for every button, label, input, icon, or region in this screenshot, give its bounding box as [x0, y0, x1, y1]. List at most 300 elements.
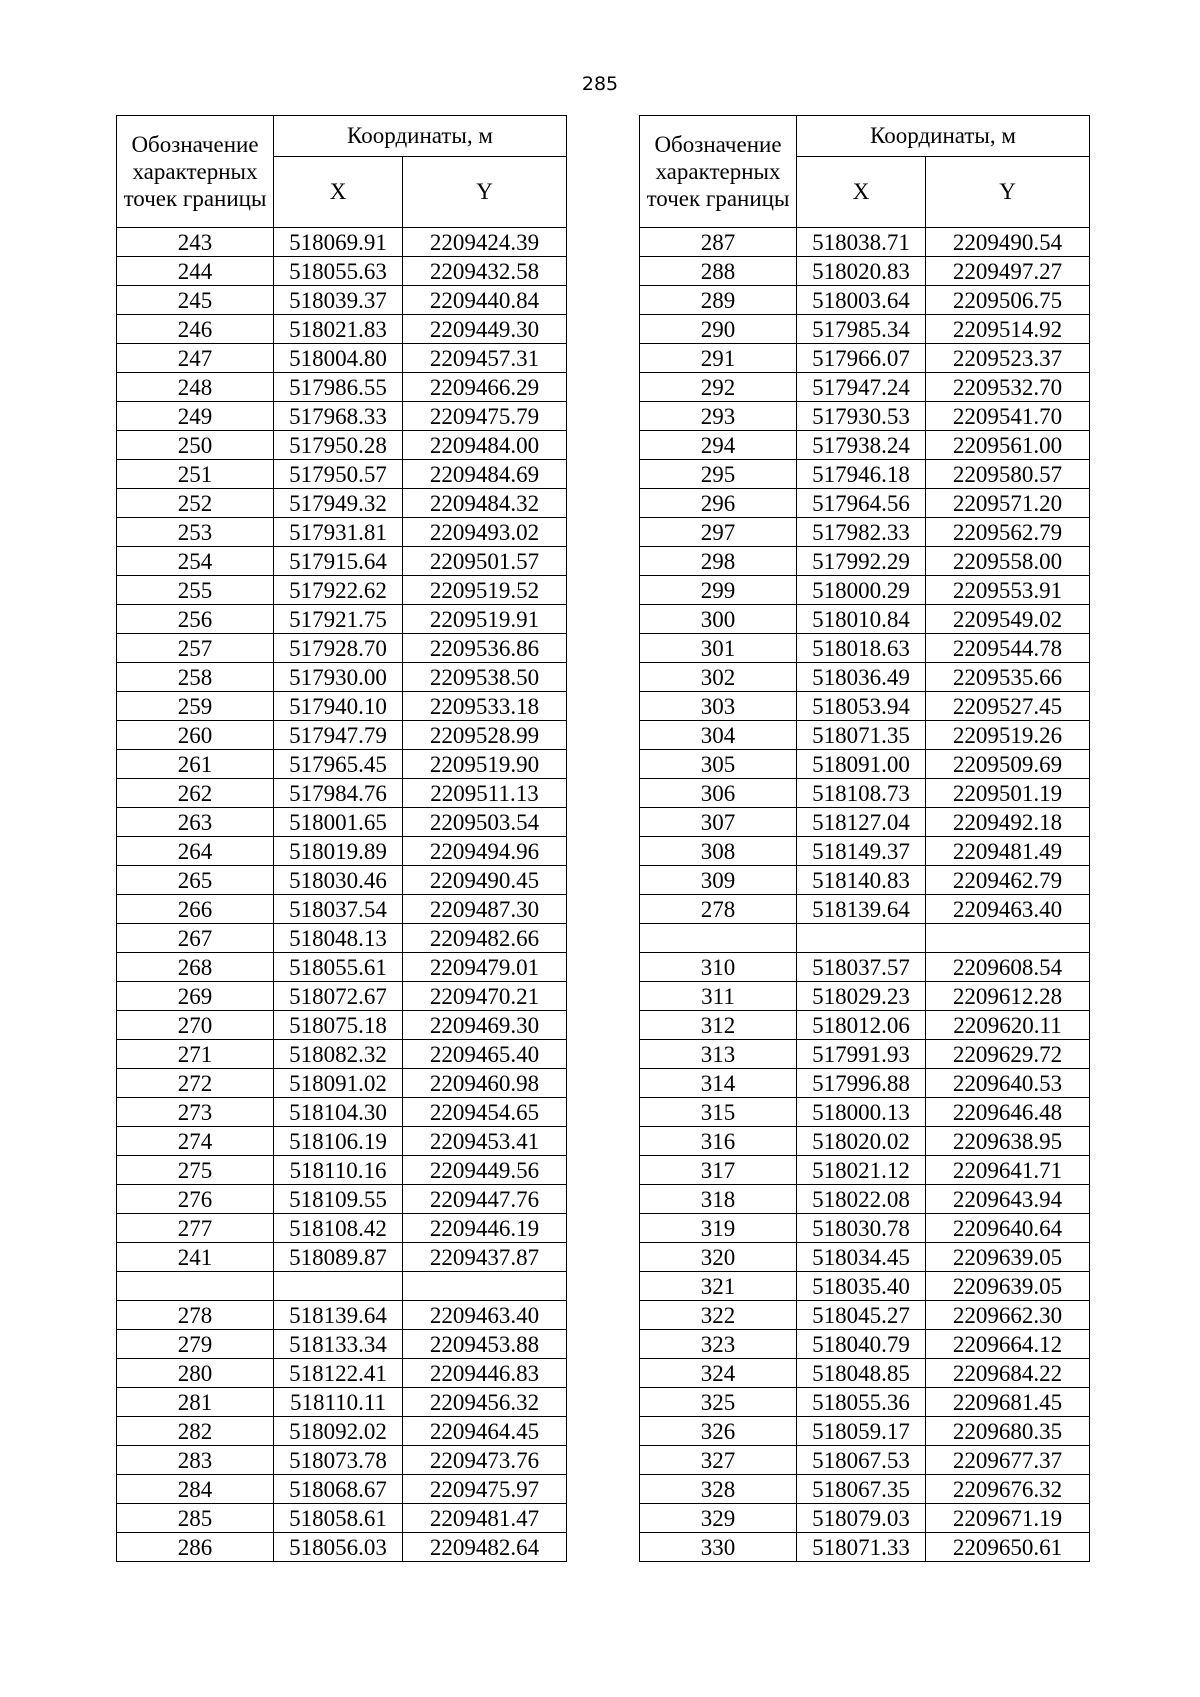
point-number-cell: 277 [117, 1214, 274, 1243]
y-coordinate-cell: 2209676.32 [926, 1475, 1090, 1504]
y-coordinate-cell: 2209484.00 [403, 431, 567, 460]
x-coordinate-cell: 518038.71 [797, 228, 926, 257]
y-coordinate-cell: 2209680.35 [926, 1417, 1090, 1446]
x-coordinate-cell: 518010.84 [797, 605, 926, 634]
point-number-cell: 292 [640, 373, 797, 402]
point-number-cell: 315 [640, 1098, 797, 1127]
header-y: Y [403, 157, 567, 228]
table-row [117, 1301, 567, 1330]
table-row [117, 1156, 567, 1185]
point-number-cell: 285 [117, 1504, 274, 1533]
y-coordinate-cell [926, 924, 1090, 953]
x-coordinate-cell: 518003.64 [797, 286, 926, 315]
y-coordinate-cell: 2209538.50 [403, 663, 567, 692]
y-coordinate-cell: 2209640.64 [926, 1214, 1090, 1243]
y-coordinate-cell: 2209493.02 [403, 518, 567, 547]
point-number-cell: 282 [117, 1417, 274, 1446]
point-number-cell: 249 [117, 402, 274, 431]
x-coordinate-cell: 518055.36 [797, 1388, 926, 1417]
table-row [640, 1475, 1090, 1504]
y-coordinate-cell: 2209511.13 [403, 779, 567, 808]
point-number-cell: 319 [640, 1214, 797, 1243]
point-number-cell: 287 [640, 228, 797, 257]
y-coordinate-cell: 2209553.91 [926, 576, 1090, 605]
x-coordinate-cell: 517991.93 [797, 1040, 926, 1069]
table-row [117, 1040, 567, 1069]
y-coordinate-cell: 2209523.37 [926, 344, 1090, 373]
x-coordinate-cell: 518056.03 [274, 1533, 403, 1562]
table-row [640, 489, 1090, 518]
x-coordinate-cell: 518021.12 [797, 1156, 926, 1185]
point-number-cell: 327 [640, 1446, 797, 1475]
point-number-cell: 313 [640, 1040, 797, 1069]
header-x: X [797, 157, 926, 228]
point-number-cell: 250 [117, 431, 274, 460]
table-row [640, 1330, 1090, 1359]
point-number-cell: 264 [117, 837, 274, 866]
x-coordinate-cell: 517982.33 [797, 518, 926, 547]
y-coordinate-cell: 2209501.19 [926, 779, 1090, 808]
table-row [117, 1011, 567, 1040]
table-row [640, 1069, 1090, 1098]
point-number-cell: 297 [640, 518, 797, 547]
x-coordinate-cell: 518037.54 [274, 895, 403, 924]
point-number-cell: 241 [117, 1243, 274, 1272]
y-coordinate-cell: 2209454.65 [403, 1098, 567, 1127]
y-coordinate-cell: 2209562.79 [926, 518, 1090, 547]
x-coordinate-cell: 517965.45 [274, 750, 403, 779]
table-row [117, 605, 567, 634]
table-row [117, 1127, 567, 1156]
table-row [640, 257, 1090, 286]
point-number-cell: 310 [640, 953, 797, 982]
point-number-cell: 276 [117, 1185, 274, 1214]
x-coordinate-cell: 517966.07 [797, 344, 926, 373]
x-coordinate-cell: 517968.33 [274, 402, 403, 431]
point-number-cell: 323 [640, 1330, 797, 1359]
point-number-cell [117, 1272, 274, 1301]
x-coordinate-cell: 518045.27 [797, 1301, 926, 1330]
point-number-cell: 248 [117, 373, 274, 402]
coordinates-table-left [116, 115, 567, 1562]
table-row [640, 1417, 1090, 1446]
y-coordinate-cell: 2209671.19 [926, 1504, 1090, 1533]
y-coordinate-cell: 2209646.48 [926, 1098, 1090, 1127]
x-coordinate-cell: 518067.53 [797, 1446, 926, 1475]
x-coordinate-cell: 518140.83 [797, 866, 926, 895]
table-row [117, 576, 567, 605]
x-coordinate-cell [797, 924, 926, 953]
x-coordinate-cell: 517922.62 [274, 576, 403, 605]
point-number-cell [640, 924, 797, 953]
y-coordinate-cell: 2209446.83 [403, 1359, 567, 1388]
table-row [640, 1359, 1090, 1388]
table-row [640, 605, 1090, 634]
point-number-cell: 278 [117, 1301, 274, 1330]
y-coordinate-cell: 2209466.29 [403, 373, 567, 402]
table-row [640, 1040, 1090, 1069]
table-row [117, 1446, 567, 1475]
x-coordinate-cell: 517950.57 [274, 460, 403, 489]
y-coordinate-cell: 2209561.00 [926, 431, 1090, 460]
y-coordinate-cell: 2209424.39 [403, 228, 567, 257]
table-row [640, 1098, 1090, 1127]
point-number-cell: 314 [640, 1069, 797, 1098]
y-coordinate-cell: 2209549.02 [926, 605, 1090, 634]
x-coordinate-cell [274, 1272, 403, 1301]
x-coordinate-cell: 518071.35 [797, 721, 926, 750]
y-coordinate-cell: 2209650.61 [926, 1533, 1090, 1562]
x-coordinate-cell: 518001.65 [274, 808, 403, 837]
table-row [640, 808, 1090, 837]
table-row [117, 1330, 567, 1359]
y-coordinate-cell: 2209482.64 [403, 1533, 567, 1562]
table-row [640, 895, 1090, 924]
x-coordinate-cell: 518108.73 [797, 779, 926, 808]
table-row [117, 1185, 567, 1214]
x-coordinate-cell: 518040.79 [797, 1330, 926, 1359]
table-row [640, 953, 1090, 982]
x-coordinate-cell: 518037.57 [797, 953, 926, 982]
point-number-cell: 256 [117, 605, 274, 634]
x-coordinate-cell: 518122.41 [274, 1359, 403, 1388]
point-number-cell: 291 [640, 344, 797, 373]
point-number-cell: 257 [117, 634, 274, 663]
point-number-cell: 260 [117, 721, 274, 750]
y-coordinate-cell: 2209482.66 [403, 924, 567, 953]
page-number: 285 [581, 73, 619, 95]
table-row [640, 373, 1090, 402]
x-coordinate-cell: 518109.55 [274, 1185, 403, 1214]
table-row [117, 779, 567, 808]
x-coordinate-cell: 518139.64 [797, 895, 926, 924]
table-row [117, 1504, 567, 1533]
x-coordinate-cell: 517964.56 [797, 489, 926, 518]
table-row [640, 1214, 1090, 1243]
y-coordinate-cell: 2209464.45 [403, 1417, 567, 1446]
y-coordinate-cell: 2209639.05 [926, 1272, 1090, 1301]
y-coordinate-cell: 2209608.54 [926, 953, 1090, 982]
table-row [640, 431, 1090, 460]
x-coordinate-cell: 518021.83 [274, 315, 403, 344]
y-coordinate-cell: 2209463.40 [926, 895, 1090, 924]
x-coordinate-cell: 518110.16 [274, 1156, 403, 1185]
x-coordinate-cell: 518127.04 [797, 808, 926, 837]
y-coordinate-cell: 2209494.96 [403, 837, 567, 866]
y-coordinate-cell: 2209509.69 [926, 750, 1090, 779]
table-row [640, 1127, 1090, 1156]
y-coordinate-cell: 2209684.22 [926, 1359, 1090, 1388]
table-row [117, 837, 567, 866]
x-coordinate-cell: 518139.64 [274, 1301, 403, 1330]
table-row [640, 1388, 1090, 1417]
table-row [640, 924, 1090, 953]
y-coordinate-cell: 2209437.87 [403, 1243, 567, 1272]
x-coordinate-cell: 517931.81 [274, 518, 403, 547]
point-number-cell: 305 [640, 750, 797, 779]
table-body-right [640, 228, 1090, 1562]
y-coordinate-cell: 2209501.57 [403, 547, 567, 576]
x-coordinate-cell: 518048.85 [797, 1359, 926, 1388]
x-coordinate-cell: 518133.34 [274, 1330, 403, 1359]
x-coordinate-cell: 517938.24 [797, 431, 926, 460]
x-coordinate-cell: 518055.61 [274, 953, 403, 982]
y-coordinate-cell: 2209484.32 [403, 489, 567, 518]
table-row [640, 315, 1090, 344]
y-coordinate-cell: 2209481.49 [926, 837, 1090, 866]
point-number-cell: 304 [640, 721, 797, 750]
table-row [640, 547, 1090, 576]
point-number-cell: 270 [117, 1011, 274, 1040]
table-row [117, 257, 567, 286]
point-number-cell: 259 [117, 692, 274, 721]
point-number-cell: 303 [640, 692, 797, 721]
point-number-cell: 306 [640, 779, 797, 808]
point-number-cell: 298 [640, 547, 797, 576]
x-coordinate-cell: 518019.89 [274, 837, 403, 866]
point-number-cell: 268 [117, 953, 274, 982]
point-number-cell: 273 [117, 1098, 274, 1127]
point-number-cell: 258 [117, 663, 274, 692]
table-row [117, 808, 567, 837]
table-row [117, 1214, 567, 1243]
y-coordinate-cell: 2209662.30 [926, 1301, 1090, 1330]
x-coordinate-cell: 517946.18 [797, 460, 926, 489]
point-number-cell: 307 [640, 808, 797, 837]
table-row [117, 431, 567, 460]
point-number-cell: 247 [117, 344, 274, 373]
x-coordinate-cell: 517986.55 [274, 373, 403, 402]
x-coordinate-cell: 518068.67 [274, 1475, 403, 1504]
y-coordinate-cell: 2209456.32 [403, 1388, 567, 1417]
point-number-cell: 280 [117, 1359, 274, 1388]
point-number-cell: 309 [640, 866, 797, 895]
point-number-cell: 318 [640, 1185, 797, 1214]
x-coordinate-cell: 518053.94 [797, 692, 926, 721]
x-coordinate-cell: 517984.76 [274, 779, 403, 808]
y-coordinate-cell: 2209440.84 [403, 286, 567, 315]
table-row [117, 750, 567, 779]
y-coordinate-cell: 2209519.90 [403, 750, 567, 779]
point-number-cell: 252 [117, 489, 274, 518]
x-coordinate-cell: 517996.88 [797, 1069, 926, 1098]
y-coordinate-cell: 2209643.94 [926, 1185, 1090, 1214]
y-coordinate-cell: 2209490.54 [926, 228, 1090, 257]
y-coordinate-cell: 2209453.41 [403, 1127, 567, 1156]
x-coordinate-cell: 517915.64 [274, 547, 403, 576]
point-number-cell: 251 [117, 460, 274, 489]
table-row [640, 1156, 1090, 1185]
table-row [640, 634, 1090, 663]
x-coordinate-cell: 518108.42 [274, 1214, 403, 1243]
table-row [640, 1243, 1090, 1272]
x-coordinate-cell: 518079.03 [797, 1504, 926, 1533]
point-number-cell: 253 [117, 518, 274, 547]
point-number-cell: 243 [117, 228, 274, 257]
x-coordinate-cell: 518058.61 [274, 1504, 403, 1533]
x-coordinate-cell: 518000.29 [797, 576, 926, 605]
point-number-cell: 246 [117, 315, 274, 344]
table-row [640, 576, 1090, 605]
x-coordinate-cell: 517928.70 [274, 634, 403, 663]
y-coordinate-cell: 2209432.58 [403, 257, 567, 286]
x-coordinate-cell: 517950.28 [274, 431, 403, 460]
point-number-cell: 286 [117, 1533, 274, 1562]
table-row [640, 402, 1090, 431]
x-coordinate-cell: 517930.00 [274, 663, 403, 692]
x-coordinate-cell: 518000.13 [797, 1098, 926, 1127]
x-coordinate-cell: 518075.18 [274, 1011, 403, 1040]
table-row [117, 924, 567, 953]
point-number-cell: 299 [640, 576, 797, 605]
point-number-cell: 311 [640, 982, 797, 1011]
point-number-cell: 295 [640, 460, 797, 489]
y-coordinate-cell: 2209519.52 [403, 576, 567, 605]
table-row [117, 953, 567, 982]
point-number-cell: 296 [640, 489, 797, 518]
y-coordinate-cell: 2209475.79 [403, 402, 567, 431]
table-row [117, 228, 567, 257]
x-coordinate-cell: 518035.40 [797, 1272, 926, 1301]
table-row [640, 1446, 1090, 1475]
point-number-cell: 262 [117, 779, 274, 808]
x-coordinate-cell: 517940.10 [274, 692, 403, 721]
table-row [117, 1243, 567, 1272]
y-coordinate-cell: 2209528.99 [403, 721, 567, 750]
point-number-cell: 272 [117, 1069, 274, 1098]
x-coordinate-cell: 518004.80 [274, 344, 403, 373]
point-number-cell: 312 [640, 1011, 797, 1040]
y-coordinate-cell: 2209481.47 [403, 1504, 567, 1533]
point-number-cell: 284 [117, 1475, 274, 1504]
header-y: Y [926, 157, 1090, 228]
coordinates-table-right [639, 115, 1090, 1562]
point-number-cell: 254 [117, 547, 274, 576]
y-coordinate-cell: 2209571.20 [926, 489, 1090, 518]
point-number-cell: 279 [117, 1330, 274, 1359]
x-coordinate-cell: 517949.32 [274, 489, 403, 518]
y-coordinate-cell: 2209497.27 [926, 257, 1090, 286]
y-coordinate-cell: 2209527.45 [926, 692, 1090, 721]
point-number-cell: 245 [117, 286, 274, 315]
table-row [640, 866, 1090, 895]
y-coordinate-cell: 2209487.30 [403, 895, 567, 924]
table-row [117, 1388, 567, 1417]
y-coordinate-cell: 2209492.18 [926, 808, 1090, 837]
point-number-cell: 244 [117, 257, 274, 286]
point-number-cell: 281 [117, 1388, 274, 1417]
table-row [117, 721, 567, 750]
table-row [117, 692, 567, 721]
x-coordinate-cell: 518036.49 [797, 663, 926, 692]
table-row [117, 982, 567, 1011]
y-coordinate-cell: 2209664.12 [926, 1330, 1090, 1359]
point-number-cell: 293 [640, 402, 797, 431]
y-coordinate-cell: 2209681.45 [926, 1388, 1090, 1417]
x-coordinate-cell: 518149.37 [797, 837, 926, 866]
table-row [117, 460, 567, 489]
x-coordinate-cell: 517992.29 [797, 547, 926, 576]
table-row [640, 344, 1090, 373]
x-coordinate-cell: 518020.02 [797, 1127, 926, 1156]
x-coordinate-cell: 517930.53 [797, 402, 926, 431]
header-point-designation: Обозначение характерных точек границы [117, 116, 274, 228]
point-number-cell: 326 [640, 1417, 797, 1446]
header-point-designation: Обозначение характерных точек границы [640, 116, 797, 228]
y-coordinate-cell: 2209503.54 [403, 808, 567, 837]
point-number-cell: 275 [117, 1156, 274, 1185]
x-coordinate-cell: 517947.79 [274, 721, 403, 750]
y-coordinate-cell: 2209490.45 [403, 866, 567, 895]
point-number-cell: 308 [640, 837, 797, 866]
x-coordinate-cell: 518091.00 [797, 750, 926, 779]
x-coordinate-cell: 518030.78 [797, 1214, 926, 1243]
table-row [640, 1011, 1090, 1040]
y-coordinate-cell: 2209506.75 [926, 286, 1090, 315]
point-number-cell: 271 [117, 1040, 274, 1069]
point-number-cell: 289 [640, 286, 797, 315]
table-row [117, 1533, 567, 1562]
y-coordinate-cell: 2209475.97 [403, 1475, 567, 1504]
y-coordinate-cell: 2209641.71 [926, 1156, 1090, 1185]
table-row [640, 1272, 1090, 1301]
table-row [640, 1301, 1090, 1330]
y-coordinate-cell: 2209541.70 [926, 402, 1090, 431]
x-coordinate-cell: 518106.19 [274, 1127, 403, 1156]
point-number-cell: 302 [640, 663, 797, 692]
x-coordinate-cell: 518030.46 [274, 866, 403, 895]
point-number-cell: 316 [640, 1127, 797, 1156]
y-coordinate-cell: 2209469.30 [403, 1011, 567, 1040]
point-number-cell: 325 [640, 1388, 797, 1417]
x-coordinate-cell: 518067.35 [797, 1475, 926, 1504]
y-coordinate-cell: 2209639.05 [926, 1243, 1090, 1272]
point-number-cell: 288 [640, 257, 797, 286]
x-coordinate-cell: 518073.78 [274, 1446, 403, 1475]
x-coordinate-cell: 518091.02 [274, 1069, 403, 1098]
point-number-cell: 320 [640, 1243, 797, 1272]
point-number-cell: 301 [640, 634, 797, 663]
y-coordinate-cell: 2209620.11 [926, 1011, 1090, 1040]
y-coordinate-cell: 2209463.40 [403, 1301, 567, 1330]
y-coordinate-cell: 2209465.40 [403, 1040, 567, 1069]
x-coordinate-cell: 518018.63 [797, 634, 926, 663]
point-number-cell: 266 [117, 895, 274, 924]
table-row [117, 344, 567, 373]
x-coordinate-cell: 518104.30 [274, 1098, 403, 1127]
x-coordinate-cell: 518020.83 [797, 257, 926, 286]
y-coordinate-cell: 2209533.18 [403, 692, 567, 721]
point-number-cell: 278 [640, 895, 797, 924]
y-coordinate-cell: 2209519.91 [403, 605, 567, 634]
x-coordinate-cell: 518039.37 [274, 286, 403, 315]
x-coordinate-cell: 518092.02 [274, 1417, 403, 1446]
table-row [117, 634, 567, 663]
y-coordinate-cell: 2209473.76 [403, 1446, 567, 1475]
x-coordinate-cell: 518059.17 [797, 1417, 926, 1446]
point-number-cell: 263 [117, 808, 274, 837]
point-number-cell: 283 [117, 1446, 274, 1475]
x-coordinate-cell: 518082.32 [274, 1040, 403, 1069]
y-coordinate-cell: 2209447.76 [403, 1185, 567, 1214]
point-number-cell: 329 [640, 1504, 797, 1533]
point-number-cell: 290 [640, 315, 797, 344]
y-coordinate-cell: 2209460.98 [403, 1069, 567, 1098]
y-coordinate-cell: 2209449.30 [403, 315, 567, 344]
y-coordinate-cell: 2209612.28 [926, 982, 1090, 1011]
table-row [117, 1272, 567, 1301]
x-coordinate-cell: 518022.08 [797, 1185, 926, 1214]
